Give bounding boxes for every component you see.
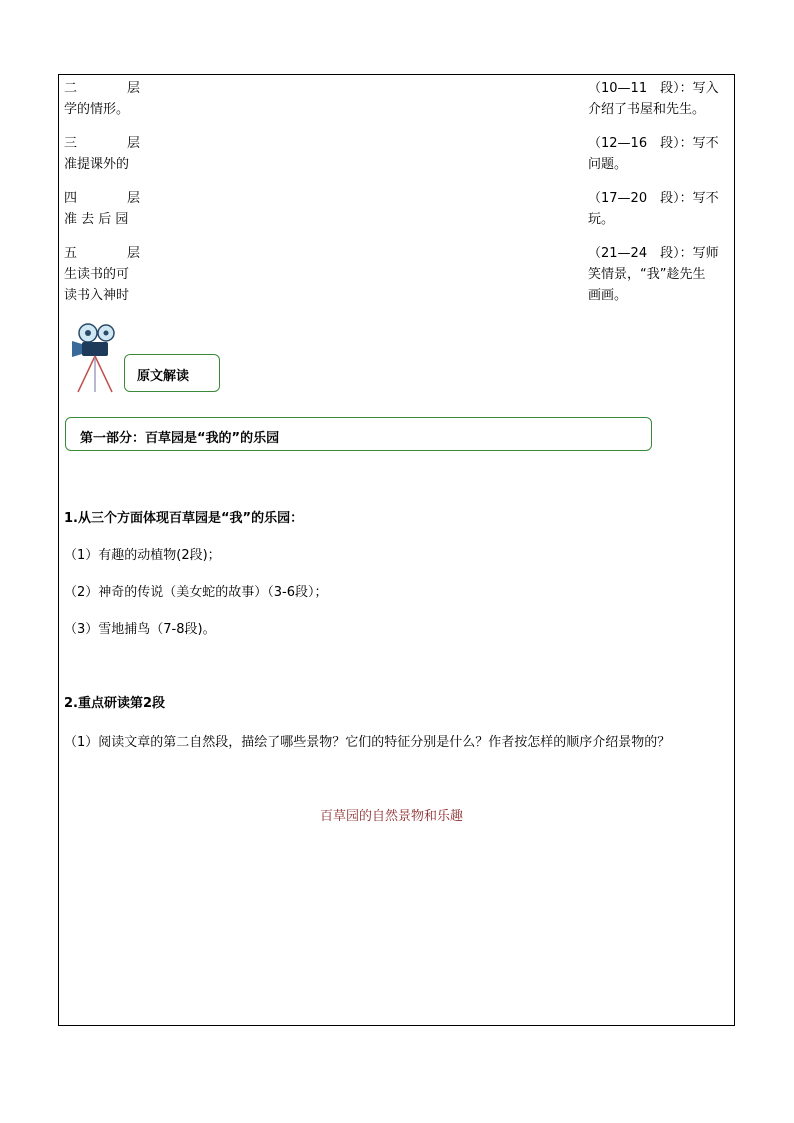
layer-word: 层 [126,81,140,96]
list-item: （1）有趣的动植物(2段)； [64,548,221,563]
layer-range: （10—11 段）：写入 [588,81,719,96]
layer-text: 学的情形。 [64,102,130,117]
layer-label [64,188,140,209]
layer-number: 三 [64,136,78,151]
layer-word: 层 [126,246,140,261]
list-item: （3）雪地捕鸟（7-8段)。 [64,622,216,637]
camera-icon [68,322,124,394]
question-2-title: 2.重点研读第2段 [64,696,166,711]
question-2-item: （1）阅读文章的第二自然段，描绘了哪些景物？它们的特征分别是什么？作者按怎样的顺序介绍景物的？ [64,735,671,750]
list-item: （2）神奇的传说（美女蛇的故事）（3-6段）； [64,585,328,600]
layer-label [64,78,140,99]
layer-text: 准提课外的 [64,157,130,172]
section-badge [124,354,220,392]
question-1-title: 1.从三个方面体现百草园是“我”的乐园： [64,511,304,526]
layer-range: （12—16 段）：写不 [588,136,719,151]
part-heading-box [65,417,652,451]
layer-range: （17—20 段）：写不 [588,191,719,206]
badge-label: 原文解读 [137,369,190,384]
part-heading: 第一部分：百草园是“我的”的乐园 [80,431,280,446]
layer-desc: 画画。 [588,288,628,303]
layer-desc: 介绍了书屋和先生。 [588,102,706,117]
layer-word: 层 [126,136,140,151]
layer-number: 四 [64,191,78,206]
layer-word: 层 [126,191,140,206]
layer-label [64,243,140,264]
center-title: 百草园的自然景物和乐趣 [320,809,464,824]
layer-range: （21—24 段）：写师 [588,246,719,261]
layer-number: 五 [64,246,78,261]
layer-text: 准 去 后 园 [64,212,129,227]
layer-desc: 笑情景，“我”趁先生 [588,267,706,282]
layer-desc: 玩。 [588,212,615,227]
layer-text: 生读书的可 [64,267,130,282]
layer-desc: 问题。 [588,157,628,172]
layer-text: 读书入神时 [64,288,130,303]
layer-label [64,133,140,154]
layer-number: 二 [64,81,78,96]
